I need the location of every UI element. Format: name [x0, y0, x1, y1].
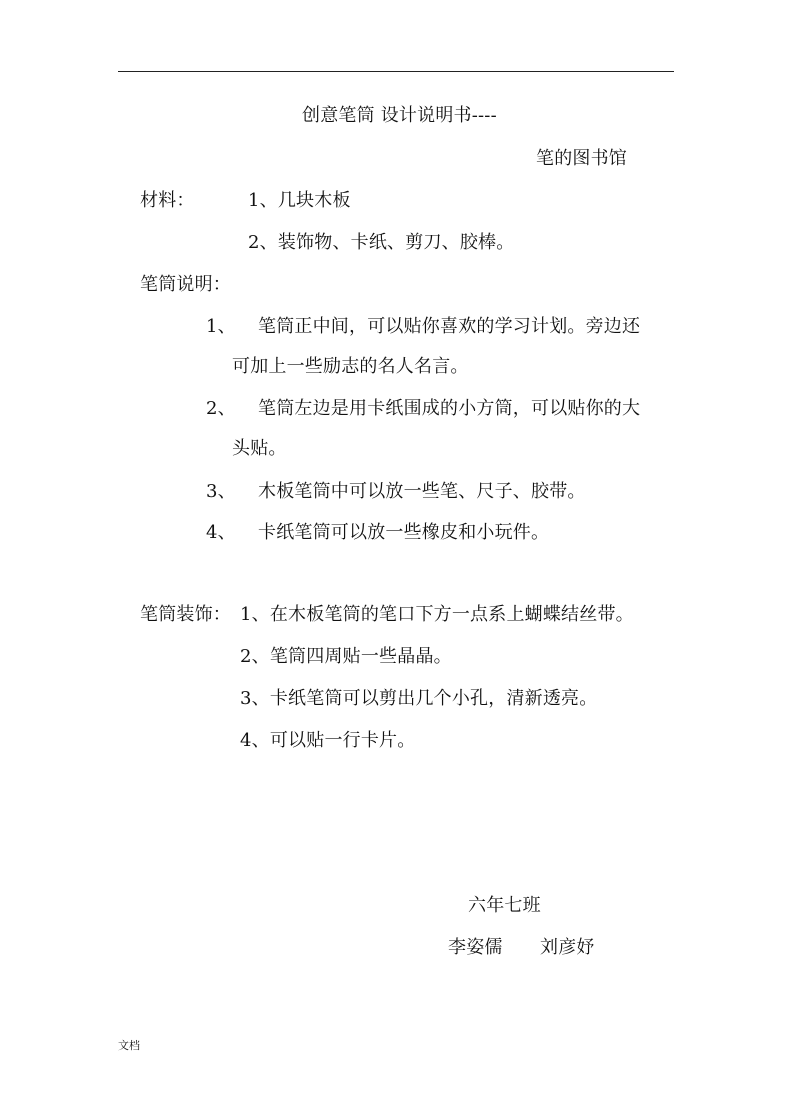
description-item-2-line-1: 笔筒左边是用卡纸围成的小方筒，可以贴你的大 [258, 398, 641, 419]
decoration-label: 笔筒装饰： [140, 604, 231, 625]
description-item-2-line-2: 头贴。 [232, 438, 287, 459]
decoration-item-3: 3、卡纸笔筒可以剪出几个小孔，清新透亮。 [240, 688, 598, 709]
document-subtitle: 笔的图书馆 [536, 148, 627, 169]
decoration-item-2: 2、笔筒四周贴一些晶晶。 [240, 646, 452, 667]
footer-label: 文档 [118, 1039, 140, 1052]
description-item-1-line-2: 可加上一些励志的名人名言。 [232, 356, 469, 377]
description-item-1-number: 1、 [206, 316, 236, 337]
materials-label: 材料： [140, 190, 195, 211]
document-title: 创意笔筒 设计说明书---- [302, 105, 497, 126]
signature-author-2: 刘彦妤 [540, 937, 595, 958]
decoration-item-1: 1、在木板笔筒的笔口下方一点系上蝴蝶结丝带。 [240, 604, 634, 625]
signature-class: 六年七班 [468, 895, 541, 916]
description-item-1-line-1: 笔筒正中间，可以贴你喜欢的学习计划。旁边还 [258, 316, 641, 337]
materials-item-1: 1、几块木板 [248, 190, 351, 211]
materials-item-2: 2、装饰物、卡纸、剪刀、胶棒。 [248, 232, 515, 253]
header-rule [118, 71, 674, 72]
description-item-3-number: 3、 [206, 481, 236, 502]
description-item-2-number: 2、 [206, 398, 236, 419]
description-item-3-line-1: 木板笔筒中可以放一些笔、尺子、胶带。 [258, 481, 586, 502]
signature-author-1: 李姿儒 [448, 937, 503, 958]
description-heading: 笔筒说明： [140, 274, 231, 295]
description-item-4-line-1: 卡纸笔筒可以放一些橡皮和小玩件。 [258, 522, 550, 543]
decoration-item-4: 4、可以贴一行卡片。 [240, 730, 416, 751]
description-item-4-number: 4、 [206, 522, 236, 543]
